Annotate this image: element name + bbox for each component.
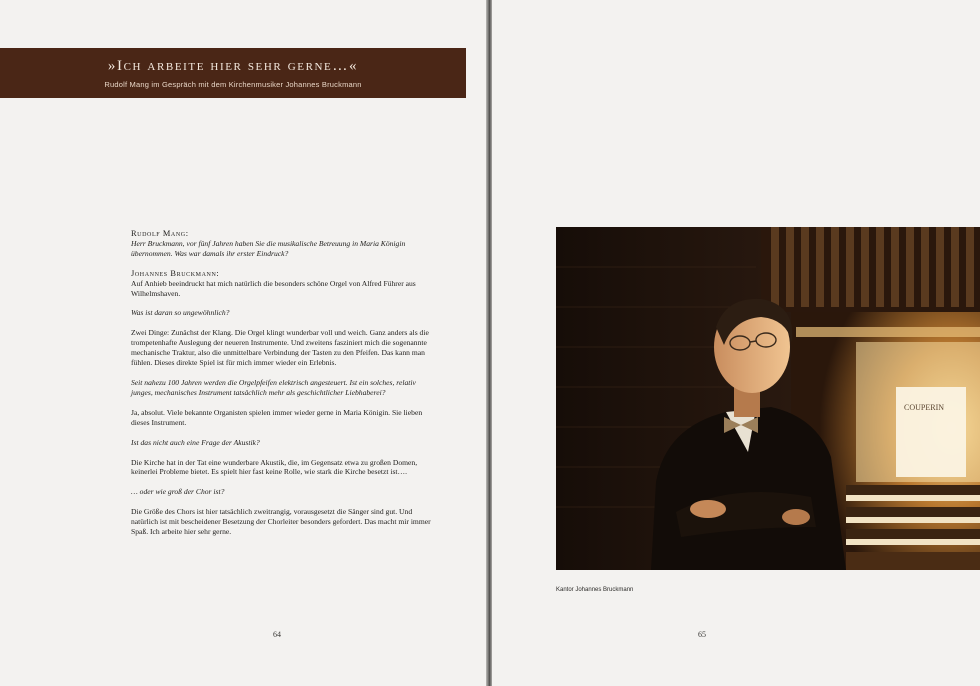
answer-text: Zwei Dinge: Zunächst der Klang. Die Orgel klingt wunderbar voll und weich. Ganz anders als die trompetenhafte Auslegung der neueren Instrumente. Und zweitens fasziniert mich die sogenannte mechanische Traktur, also die unmittelbare Verbindung der Tasten zu den Pfeifen. Das kann man fühlen. Dieses direkte Spiel ist für mich immer wieder ein Erlebnis. [131, 328, 429, 368]
article-subtitle: Rudolf Mang im Gespräch mit dem Kirchenmusiker Johannes Bruckmann [104, 80, 362, 89]
question-text: Ist das nicht auch eine Frage der Akustik? [131, 437, 260, 447]
organist-photo [556, 227, 980, 570]
speaker-label: Johannes Bruckmann: [131, 268, 220, 278]
sheet-music-label: COUPERIN [904, 403, 945, 412]
question-text: … oder wie groß der Chor ist? [131, 487, 225, 497]
photo-caption: Kantor Johannes Bruckmann [556, 587, 634, 593]
article-title: »Ich arbeite hier sehr gerne…« [107, 58, 359, 74]
answer-text: Die Kirche hat in der Tat eine wunderbare Akustik, die, im Gegensatz etwa zu großen Domen, keinerlei Probleme bietet. Es spielt hier fast keine Rolle, wie stark die Kirche besetzt ist…. [131, 457, 418, 477]
answer-text: Auf Anhieb beeindruckt hat mich natürlich die besonders schöne Orgel von Alfred Führer aus Wilhelmshaven. [131, 278, 416, 298]
page-number-left: 64 [273, 630, 281, 639]
question-text: Seit nahezu 100 Jahren werden die Orgelpfeifen elektrisch angesteuert. Ist ein solches, relativ junges, mechanisches Instrument tatsächlich mehr als geschichtlicher Liebhaberei? [131, 377, 416, 397]
left-page [0, 0, 486, 686]
speaker-label: Rudolf Mang: [131, 229, 189, 238]
page-number-right: 65 [698, 630, 706, 639]
interview-text [131, 229, 431, 547]
title-banner [0, 48, 466, 98]
photo-illustration [556, 227, 980, 570]
answer-text: Ja, absolut. Viele bekannte Organisten spielen immer wieder gerne in Maria Königin. Sie lieben dieses Instrument. [131, 407, 423, 427]
interview-paragraph [131, 229, 431, 259]
question-text: Herr Bruckmann, vor fünf Jahren haben Sie die musikalische Betreuung in Maria Königin übernommen. Was war damals ihr erster Eindruck? [131, 238, 406, 258]
answer-text: Die Größe des Chors ist hier tatsächlich zweitrangig, vorausgesetzt die Sänger sind gut. Und natürlich ist mit bescheidener Besetzung der Chorleiter besonders gefordert. Das macht mir immer Spaß. Ich arbeite hier sehr gerne. [131, 507, 431, 537]
question-text: Was ist daran so ungewöhnlich? [131, 308, 230, 318]
interview-paragraph [131, 269, 431, 299]
